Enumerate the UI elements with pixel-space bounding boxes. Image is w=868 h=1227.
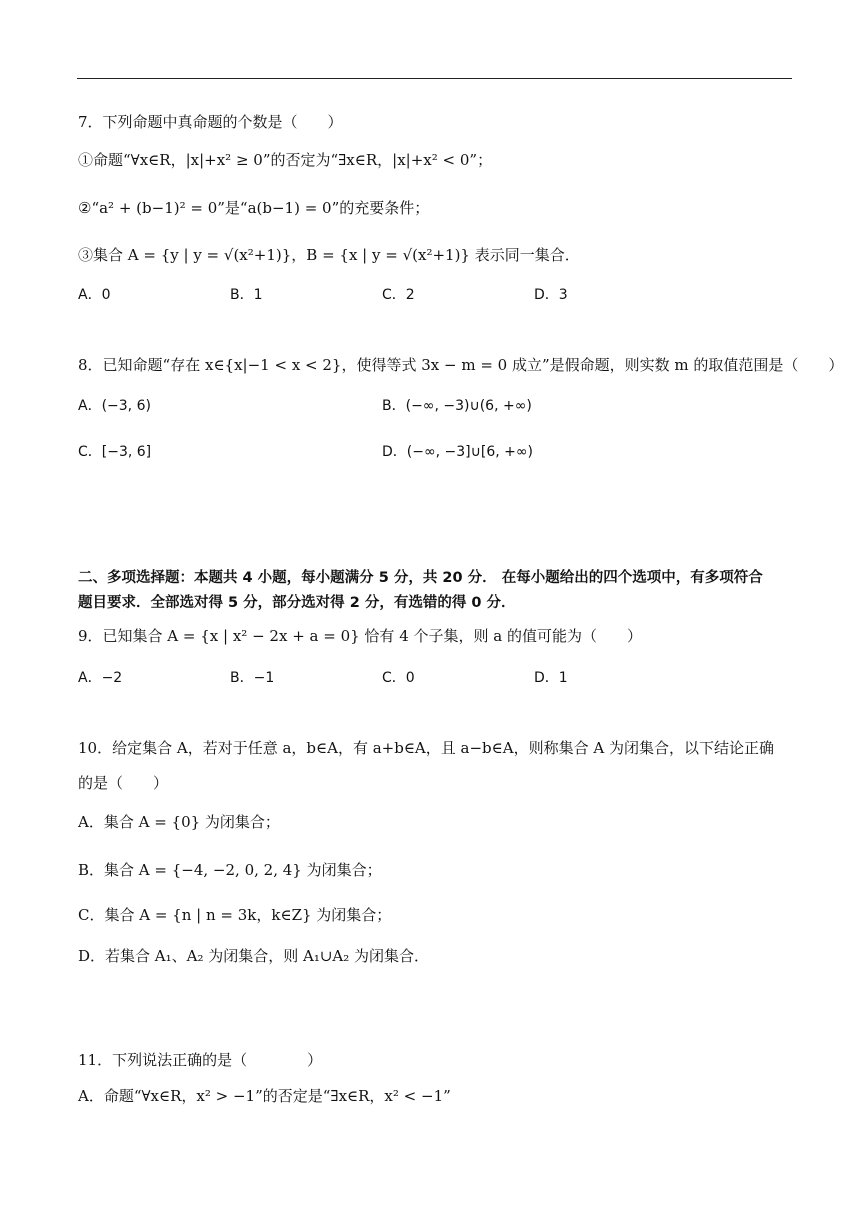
q11-stem: 11．下列说法正确的是（ ） [78, 1051, 323, 1069]
q10-stem-line1: 10．给定集合 A，若对于任意 a，b∈A，有 a+b∈A，且 a−b∈A，则称集合 A 为闭集合，以下结论正确 [78, 739, 774, 757]
header-rule [77, 78, 792, 79]
q10-option-b: B．集合 A = {−4, −2, 0, 2, 4} 为闭集合； [78, 861, 382, 879]
q9-stem: 9．已知集合 A = {x | x² − 2x + a = 0} 恰有 4 个子集，则 a 的值可能为（ ） [78, 627, 642, 645]
q7-option-b: B．1 [230, 287, 263, 303]
q9-option-b: B．−1 [230, 670, 275, 686]
q10-option-d: D．若集合 A₁、A₂ 为闭集合，则 A₁∪A₂ 为闭集合． [78, 947, 430, 965]
q7-statement-3: ③集合 A = {y | y = √(x²+1)}，B = {x | y = √(x²+1)} 表示同一集合． [78, 246, 580, 264]
q7-option-d: D．3 [534, 287, 568, 303]
q8-option-c: C．[−3, 6] [78, 444, 152, 460]
q8-option-d: D．(−∞, −3]∪[6, +∞) [382, 444, 534, 460]
section2-heading-line2: 题目要求．全部选对得 5 分，部分选对得 2 分，有选错的得 0 分． [78, 595, 516, 611]
q7-statement-1: ①命题“∀x∈R，|x|+x² ≥ 0”的否定为“∃x∈R，|x|+x² < 0”； [78, 151, 493, 169]
q9-option-a: A．−2 [78, 670, 123, 686]
q8-option-a: A．(−3, 6) [78, 398, 151, 414]
q7-option-a: A．0 [78, 287, 111, 303]
section2-heading-line1: 二、多项选择题：本题共 4 小题，每小题满分 5 分，共 20 分． 在每小题给出的四个选项中，有多项符合 [78, 570, 763, 586]
q10-option-c: C．集合 A = {n | n = 3k，k∈Z} 为闭集合； [78, 906, 392, 924]
q8-option-b: B．(−∞, −3)∪(6, +∞) [382, 398, 532, 414]
q10-option-a: A．集合 A = {0} 为闭集合； [78, 813, 280, 831]
q7-stem: 7．下列命题中真命题的个数是（ ） [78, 113, 343, 131]
q7-statement-2: ②“a² + (b−1)² = 0”是“a(b−1) = 0”的充要条件； [78, 199, 430, 217]
q7-option-c: C．2 [382, 287, 415, 303]
q9-option-c: C．0 [382, 670, 415, 686]
q10-stem-line2: 的是（ ） [78, 774, 169, 792]
q9-option-d: D．1 [534, 670, 568, 686]
q8-stem: 8．已知命题“存在 x∈{x|−1 < x < 2}，使得等式 3x − m = 0 成立”是假命题，则实数 m 的取值范围是（ ） [78, 356, 844, 374]
q11-option-a: A．命题“∀x∈R，x² > −1”的否定是“∃x∈R，x² < −1” [78, 1087, 451, 1105]
